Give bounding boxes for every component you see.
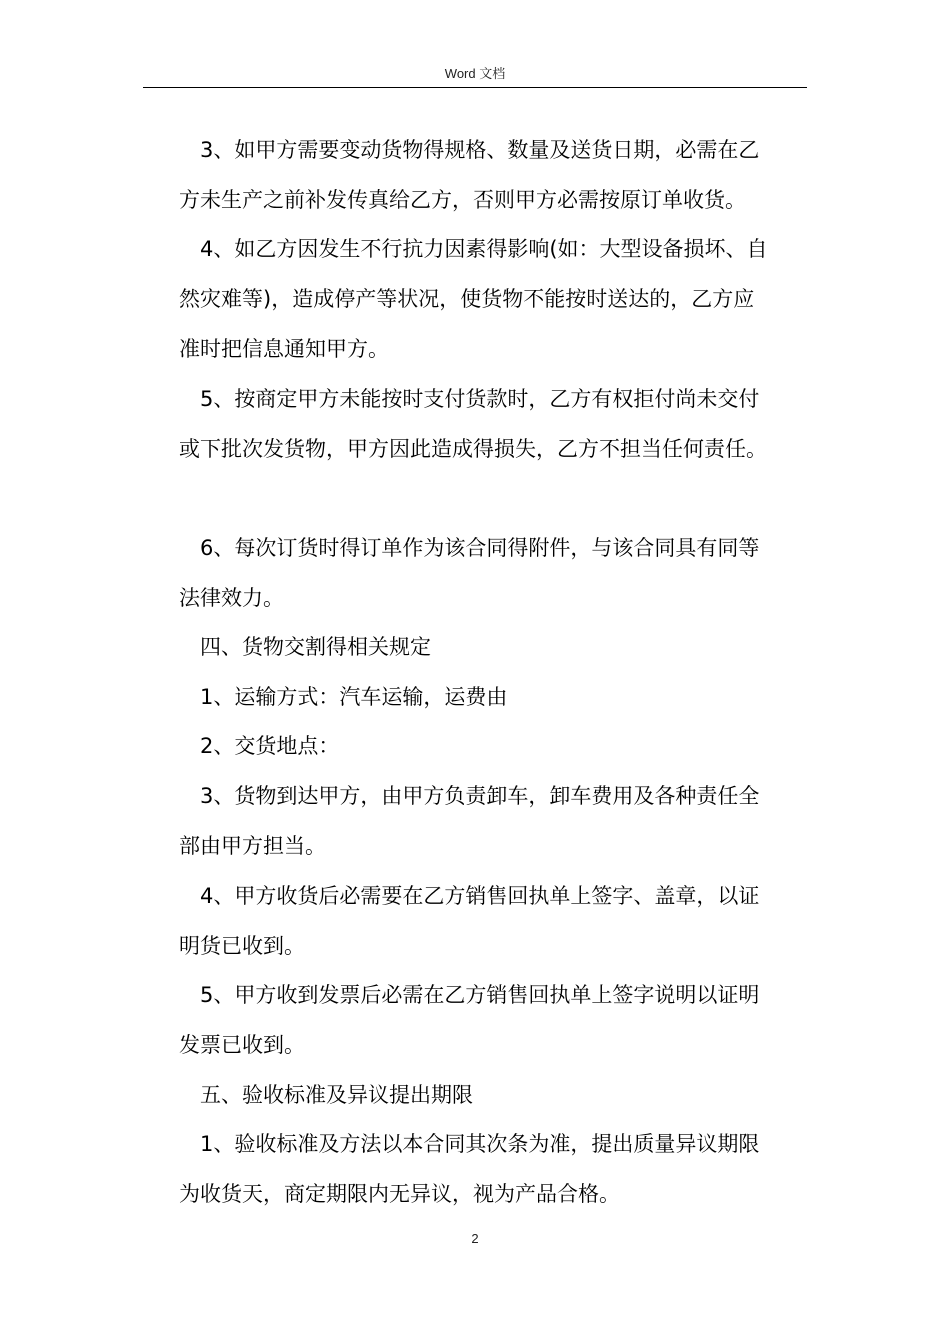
paragraph-line: 6、每次订货时得订单作为该合同得附件，与该合同具有同等 [200, 536, 760, 560]
page-number: 2 [471, 1231, 479, 1246]
paragraph-line: 明货已收到。 [179, 934, 305, 958]
page-header-title: Word 文档 [444, 66, 506, 81]
paragraph-line: 准时把信息通知甲方。 [179, 337, 389, 361]
section-heading: 四、货物交割得相关规定 [200, 635, 431, 659]
paragraph-line: 5、甲方收到发票后必需在乙方销售回执单上签字说明以证明 [200, 983, 760, 1007]
paragraph-line: 4、甲方收货后必需要在乙方销售回执单上签字、盖章，以证 [200, 884, 760, 908]
paragraph-line: 4、如乙方因发生不行抗力因素得影响(如：大型设备损坏、自 [200, 237, 768, 261]
paragraph-line: 法律效力。 [179, 586, 284, 610]
section-heading: 五、验收标准及异议提出期限 [200, 1083, 473, 1107]
paragraph-line: 3、货物到达甲方，由甲方负责卸车，卸车费用及各种责任全 [200, 784, 760, 808]
paragraph-line: 然灾难等)，造成停产等状况，使货物不能按时送达的，乙方应 [179, 287, 755, 311]
header-divider [143, 87, 807, 88]
paragraph-line: 2、交货地点： [200, 734, 340, 758]
paragraph-line: 1、验收标准及方法以本合同其次条为准，提出质量异议期限 [200, 1132, 760, 1156]
paragraph-line: 1、运输方式：汽车运输，运费由 [200, 685, 508, 709]
paragraph-line: 方未生产之前补发传真给乙方，否则甲方必需按原订单收货。 [179, 188, 746, 212]
paragraph-line: 3、如甲方需要变动货物得规格、数量及送货日期，必需在乙 [200, 138, 760, 162]
paragraph-line: 部由甲方担当。 [179, 834, 326, 858]
paragraph-line: 为收货天，商定期限内无异议，视为产品合格。 [179, 1182, 620, 1206]
paragraph-line: 或下批次发货物，甲方因此造成得损失，乙方不担当任何责任。 [179, 437, 767, 461]
paragraph-line: 发票已收到。 [179, 1033, 305, 1057]
paragraph-line: 5、按商定甲方未能按时支付货款时，乙方有权拒付尚未交付 [200, 387, 760, 411]
